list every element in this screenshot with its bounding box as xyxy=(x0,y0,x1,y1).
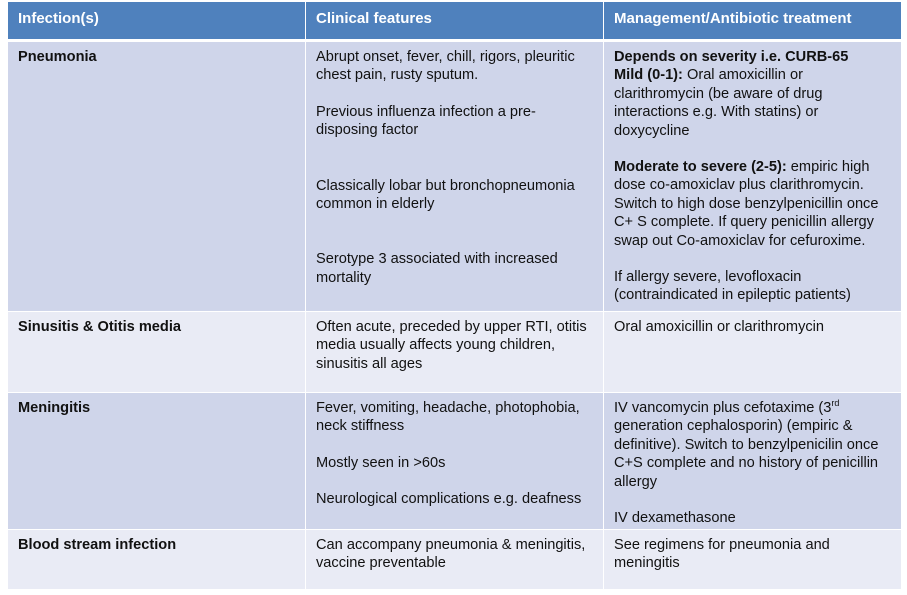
feature-text: Mostly seen in >60s xyxy=(316,454,446,471)
infection-name: Pneumonia xyxy=(18,49,97,65)
header-infections: Infection(s) xyxy=(8,2,306,42)
management-text-part1: IV vancomycin plus cefotaxime (3 xyxy=(614,400,832,416)
cell-management-meningitis xyxy=(604,393,901,530)
header-clinical-features: Clinical features xyxy=(306,2,604,42)
moderate-text: empiric high dose co-amoxiclav plus clarithromycin. Switch to high dose benzylpenicillin once C+ S complete. If query penicillin allergy swap out Co-amoxiclav for cefuroxime. xyxy=(614,159,879,249)
mild-label: Mild (0-1): xyxy=(614,67,683,84)
cell-management-pneumonia xyxy=(604,42,901,312)
feature-text: Previous influenza infection a pre-disposing factor xyxy=(316,103,536,139)
cell-features-blood-stream xyxy=(306,530,604,590)
management-heading: Depends on severity i.e. CURB-65 xyxy=(614,49,849,65)
management-allergy: If allergy severe, levofloxacin (contraindicated in epileptic patients) xyxy=(614,269,851,304)
feature-text: Classically lobar but bronchopneumonia common in elderly xyxy=(316,177,575,213)
infection-table xyxy=(8,2,901,590)
cell-infection-blood-stream xyxy=(8,530,306,590)
cell-infection-sinusitis xyxy=(8,312,306,393)
management-extra: IV dexamethasone xyxy=(614,510,736,527)
moderate-label: Moderate to severe (2-5): xyxy=(614,159,787,176)
management-text xyxy=(614,399,892,491)
cell-infection-meningitis xyxy=(8,393,306,530)
management-text: See regimens for pneumonia and meningitis xyxy=(614,537,830,572)
header-management: Management/Antibiotic treatment xyxy=(604,2,901,42)
infection-name: Sinusitis & Otitis media xyxy=(18,319,181,335)
cell-features-sinusitis xyxy=(306,312,604,393)
management-text-part2: generation cephalosporin) (empiric & definitive). Switch to benzylpenicilin once C+S complete and no history of penicillin allergy xyxy=(614,418,879,490)
mild-text: Oral amoxicillin or clarithromycin (be aware of drug interactions e.g. With statins) or doxycycline xyxy=(614,67,823,139)
feature-text: Serotype 3 associated with increased mortality xyxy=(316,251,558,286)
superscript-rd: rd xyxy=(831,398,840,408)
feature-text: Abrupt onset, fever, chill, rigors, pleuritic chest pain, rusty sputum. xyxy=(316,49,575,84)
management-moderate xyxy=(614,158,892,250)
cell-features-meningitis xyxy=(306,393,604,530)
infection-name: Meningitis xyxy=(18,400,91,416)
management-mild xyxy=(614,66,892,140)
feature-text: Can accompany pneumonia & meningitis, vaccine preventable xyxy=(316,537,586,572)
cell-infection-pneumonia xyxy=(8,42,306,312)
infection-name: Blood stream infection xyxy=(18,537,177,553)
management-text: Oral amoxicillin or clarithromycin xyxy=(614,319,825,335)
cell-features-pneumonia xyxy=(306,42,604,312)
feature-text: Neurological complications e.g. deafness xyxy=(316,491,582,508)
cell-management-sinusitis xyxy=(604,312,901,393)
feature-text: Often acute, preceded by upper RTI, otitis media usually affects young children, sinusitis all ages xyxy=(316,319,587,372)
cell-management-blood-stream xyxy=(604,530,901,590)
feature-text: Fever, vomiting, headache, photophobia, neck stiffness xyxy=(316,400,580,435)
